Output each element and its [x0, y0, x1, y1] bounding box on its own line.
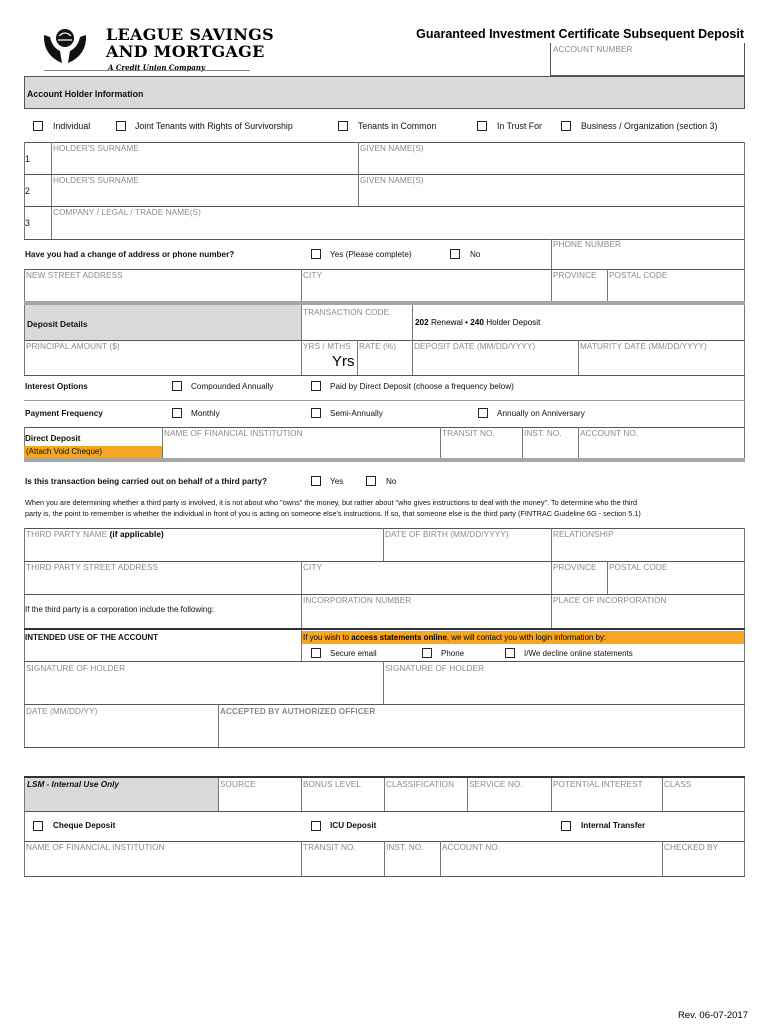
direct-deposit-account-field[interactable]: [578, 427, 744, 458]
potential-interest-field[interactable]: [551, 778, 662, 811]
logo-tagline: A Credit Union Company: [108, 63, 206, 72]
service-no-field[interactable]: [467, 778, 551, 811]
address-change-question: Have you had a change of address or phone number?: [25, 250, 235, 259]
transaction-code-label: TRANSACTION CODE: [303, 308, 390, 317]
online-statements-banner: [302, 631, 744, 644]
divider: [744, 528, 745, 628]
secure-email-label: Secure email: [330, 649, 377, 658]
place-of-incorporation-label: PLACE OF INCORPORATION: [553, 596, 667, 605]
postal-code-label: POSTAL CODE: [609, 271, 668, 280]
holder1-surname-field[interactable]: [51, 142, 358, 174]
holder-row-number: 2: [25, 186, 30, 196]
online-suffix: , we will contact you with login information by:: [446, 633, 607, 642]
code-240: 240: [470, 318, 484, 327]
in-trust-for-label: In Trust For: [497, 121, 542, 131]
hands-logo-icon: [40, 27, 90, 67]
third-party-street-field[interactable]: [24, 561, 301, 594]
attach-void-cheque-highlight: [24, 446, 162, 458]
transit-label: TRANSIT NO.: [442, 429, 495, 438]
address-no-checkbox[interactable]: [450, 249, 460, 259]
monthly-label: Monthly: [191, 409, 220, 418]
decline-online-label: I/We decline online statements: [524, 649, 633, 658]
icu-deposit-label: ICU Deposit: [330, 821, 377, 830]
direct-deposit-label: Direct Deposit: [25, 434, 81, 443]
divider: [744, 305, 745, 458]
transaction-codes-info: [415, 318, 540, 327]
internal-account-field[interactable]: [440, 841, 662, 876]
divider: [24, 400, 745, 401]
address-no-label: No: [470, 250, 481, 259]
holder1-given-field[interactable]: [358, 142, 744, 174]
place-of-incorporation-field[interactable]: [551, 594, 744, 628]
individual-label: Individual: [53, 121, 91, 131]
account-holder-section-header: [24, 76, 745, 109]
internal-inst-field[interactable]: [384, 841, 440, 876]
address-yes-checkbox[interactable]: [311, 249, 321, 259]
holder2-signature-field[interactable]: [383, 661, 744, 704]
joint-tenants-checkbox[interactable]: [116, 121, 126, 131]
third-party-note-line2: party is, the point to remember is whether the individual in front of you is acting on someone else's instructions. If so, that someone else is the third party (FINTRAC Guideline 6G - section 5.1): [25, 509, 641, 518]
maturity-date-label: MATURITY DATE (MM/DD/YYYY): [580, 342, 707, 351]
source-label: SOURCE: [220, 780, 256, 789]
holder2-given-field[interactable]: [358, 174, 744, 206]
tenants-in-common-checkbox[interactable]: [338, 121, 348, 131]
internal-transit-label: TRANSIT NO.: [303, 843, 356, 852]
logo-name-line2: AND MORTGAGE: [106, 42, 265, 61]
service-no-label: SERVICE NO.: [469, 780, 523, 789]
direct-deposit-inst-field[interactable]: [522, 427, 578, 458]
transaction-code-field[interactable]: [301, 305, 412, 340]
internal-fi-name-field[interactable]: [24, 841, 301, 876]
account-holder-title: Account Holder Information: [27, 89, 144, 99]
internal-use-title: LSM - Internal Use Only: [27, 780, 119, 789]
logo-rule: [44, 70, 250, 71]
divider: [24, 375, 745, 376]
province-field[interactable]: [551, 269, 607, 302]
third-party-name-label-text: THIRD PARTY NAME: [26, 530, 108, 539]
internal-account-label: ACCOUNT NO.: [442, 843, 501, 852]
term-label: YRS / MTHS: [303, 342, 351, 351]
rate-label: RATE (%): [359, 342, 397, 351]
accepted-by-officer-field[interactable]: [218, 704, 744, 747]
account-number-field[interactable]: [550, 43, 745, 76]
third-party-yes-checkbox[interactable]: [311, 476, 321, 486]
divider: [412, 305, 413, 340]
individual-checkbox[interactable]: [33, 121, 43, 131]
maturity-date-field[interactable]: [578, 340, 744, 375]
code-240-text: Holder Deposit: [486, 318, 541, 327]
divider: [24, 628, 745, 630]
divider: [744, 142, 745, 239]
cheque-deposit-checkbox[interactable]: [33, 821, 43, 831]
term-value: Yrs: [332, 353, 355, 370]
payment-frequency-label: Payment Frequency: [25, 409, 103, 418]
third-party-province-field[interactable]: [551, 561, 607, 594]
divider: [24, 811, 745, 812]
corporation-note: If the third party is a corporation include the following:: [25, 605, 214, 614]
phone-contact-label: Phone: [441, 649, 465, 658]
holder-row-number: 1: [25, 154, 30, 164]
source-field[interactable]: [218, 778, 301, 811]
company-name-label: COMPANY / LEGAL / TRADE NAME(S): [53, 208, 201, 217]
internal-transfer-label: Internal Transfer: [581, 821, 646, 830]
new-street-address-field[interactable]: [24, 269, 301, 302]
internal-inst-label: INST. NO.: [386, 843, 424, 852]
online-bold: access statements online: [351, 633, 447, 642]
third-party-city-field[interactable]: [301, 561, 551, 594]
revision-date: Rev. 06-07-2017: [677, 1010, 748, 1021]
icu-deposit-checkbox[interactable]: [311, 821, 321, 831]
relationship-label: RELATIONSHIP: [553, 530, 614, 539]
term-field[interactable]: [301, 340, 357, 375]
in-trust-for-checkbox[interactable]: [477, 121, 487, 131]
class-label: CLASS: [664, 780, 692, 789]
fi-name-label: NAME OF FINANCIAL INSTITUTION: [164, 429, 303, 438]
city-label: CITY: [303, 271, 323, 280]
semi-annually-label: Semi-Annually: [330, 409, 383, 418]
rate-field[interactable]: [357, 340, 412, 375]
online-prefix: If you wish to: [303, 633, 352, 642]
account-number-label: ACCOUNT NUMBER: [553, 45, 633, 54]
third-party-city-label: CITY: [303, 563, 323, 572]
date-field[interactable]: [24, 704, 218, 747]
monthly-checkbox[interactable]: [172, 408, 182, 418]
third-party-note-line1: When you are determining whether a third party is involved, it is not about who "owns" the money, but rather about "who gives instructions to deal with the money". To determine who the third: [25, 498, 638, 507]
postal-code-field[interactable]: [607, 269, 744, 302]
interest-options-label: Interest Options: [25, 382, 88, 391]
bonus-level-label: BONUS LEVEL: [303, 780, 361, 789]
phone-number-label: PHONE NUMBER: [553, 240, 622, 249]
divider: [744, 630, 745, 747]
annually-label: Annually on Anniversary: [497, 409, 585, 418]
internal-fi-name-label: NAME OF FINANCIAL INSTITUTION: [26, 843, 165, 852]
incorporation-number-field[interactable]: [301, 594, 551, 628]
divider: [744, 239, 745, 302]
compounded-annually-label: Compounded Annually: [191, 382, 274, 391]
code-202-text: Renewal: [430, 318, 463, 327]
third-party-no-label: No: [386, 477, 397, 486]
holder-surname-label: HOLDER'S SURNAME: [53, 176, 139, 185]
tenants-in-common-label: Tenants in Common: [358, 121, 437, 131]
given-name-label: GIVEN NAME(S): [360, 144, 424, 153]
divider: [24, 747, 745, 748]
code-bullet: •: [465, 318, 468, 327]
third-party-name-field[interactable]: [24, 528, 383, 561]
checked-by-field[interactable]: [662, 841, 744, 876]
inst-label: INST. NO.: [524, 429, 562, 438]
divider: [24, 876, 745, 877]
phone-contact-checkbox[interactable]: [422, 648, 432, 658]
bonus-level-field[interactable]: [301, 778, 384, 811]
deposit-date-field[interactable]: [412, 340, 578, 375]
cheque-deposit-label: Cheque Deposit: [53, 821, 116, 830]
secure-email-checkbox[interactable]: [311, 648, 321, 658]
class-field[interactable]: [662, 778, 744, 811]
form-title: Guaranteed Investment Certificate Subsequent Deposit: [416, 27, 744, 41]
company-name-field[interactable]: [51, 206, 744, 239]
intended-use-label: INTENDED USE OF THE ACCOUNT: [25, 633, 159, 642]
third-party-name-label: [26, 530, 164, 539]
incorporation-number-label: INCORPORATION NUMBER: [303, 596, 412, 605]
third-party-question: Is this transaction being carried out on behalf of a third party?: [25, 477, 268, 486]
relationship-field[interactable]: [551, 528, 744, 561]
internal-transfer-checkbox[interactable]: [561, 821, 571, 831]
classification-label: CLASSIFICATION: [386, 780, 455, 789]
signature-holder-label: SIGNATURE OF HOLDER: [26, 664, 126, 673]
deposit-details-header: [24, 305, 301, 340]
accepted-by-officer-label: ACCEPTED BY AUTHORIZED OFFICER: [220, 707, 376, 716]
joint-tenants-label: Joint Tenants with Rights of Survivorship: [135, 121, 293, 131]
phone-number-field[interactable]: [551, 239, 745, 269]
paid-direct-deposit-label: Paid by Direct Deposit (choose a frequency below): [330, 382, 514, 391]
internal-transit-field[interactable]: [301, 841, 384, 876]
principal-amount-label: PRINCIPAL AMOUNT ($): [26, 342, 120, 351]
third-party-province-label: PROVINCE: [553, 563, 597, 572]
holder1-signature-field[interactable]: [24, 661, 383, 704]
direct-deposit-fi-name-field[interactable]: [162, 427, 440, 458]
city-field[interactable]: [301, 269, 551, 302]
code-202: 202: [415, 318, 429, 327]
deposit-details-title: Deposit Details: [27, 319, 88, 329]
paid-direct-deposit-checkbox[interactable]: [311, 381, 321, 391]
given-name-label: GIVEN NAME(S): [360, 176, 424, 185]
attach-void-cheque-label: (Attach Void Cheque): [26, 447, 103, 456]
third-party-postal-label: POSTAL CODE: [609, 563, 668, 572]
address-yes-label: Yes (Please complete): [330, 250, 412, 259]
holder2-surname-field[interactable]: [51, 174, 358, 206]
semi-annually-checkbox[interactable]: [311, 408, 321, 418]
holder-surname-label: HOLDER'S SURNAME: [53, 144, 139, 153]
section-divider: [24, 458, 745, 462]
potential-interest-label: POTENTIAL INTEREST: [553, 780, 643, 789]
new-street-address-label: NEW STREET ADDRESS: [26, 271, 123, 280]
third-party-yes-label: Yes: [330, 477, 344, 486]
compounded-annually-checkbox[interactable]: [172, 381, 182, 391]
principal-amount-field[interactable]: [24, 340, 301, 375]
account-no-label: ACCOUNT NO.: [580, 429, 639, 438]
internal-use-header: [25, 778, 218, 811]
province-label: PROVINCE: [553, 271, 597, 280]
date-of-birth-field[interactable]: [383, 528, 551, 561]
holder-row-number: 3: [25, 218, 30, 228]
classification-field[interactable]: [384, 778, 467, 811]
divider: [744, 778, 745, 876]
third-party-street-label: THIRD PARTY STREET ADDRESS: [26, 563, 159, 572]
third-party-no-checkbox[interactable]: [366, 476, 376, 486]
business-label: Business / Organization (section 3): [581, 121, 718, 131]
date-label: DATE (MM/DD/YY): [26, 707, 98, 716]
annually-checkbox[interactable]: [478, 408, 488, 418]
signature-holder-label: SIGNATURE OF HOLDER: [385, 664, 485, 673]
third-party-postal-field[interactable]: [607, 561, 744, 594]
business-checkbox[interactable]: [561, 121, 571, 131]
logo-name-line1: LEAGUE SAVINGS: [106, 25, 274, 44]
decline-online-checkbox[interactable]: [505, 648, 515, 658]
direct-deposit-transit-field[interactable]: [440, 427, 522, 458]
deposit-date-label: DEPOSIT DATE (MM/DD/YYYY): [414, 342, 536, 351]
date-of-birth-label: DATE OF BIRTH (MM/DD/YYYY): [385, 530, 509, 539]
checked-by-label: CHECKED BY: [664, 843, 719, 852]
third-party-name-applicable: (if applicable): [109, 530, 164, 539]
